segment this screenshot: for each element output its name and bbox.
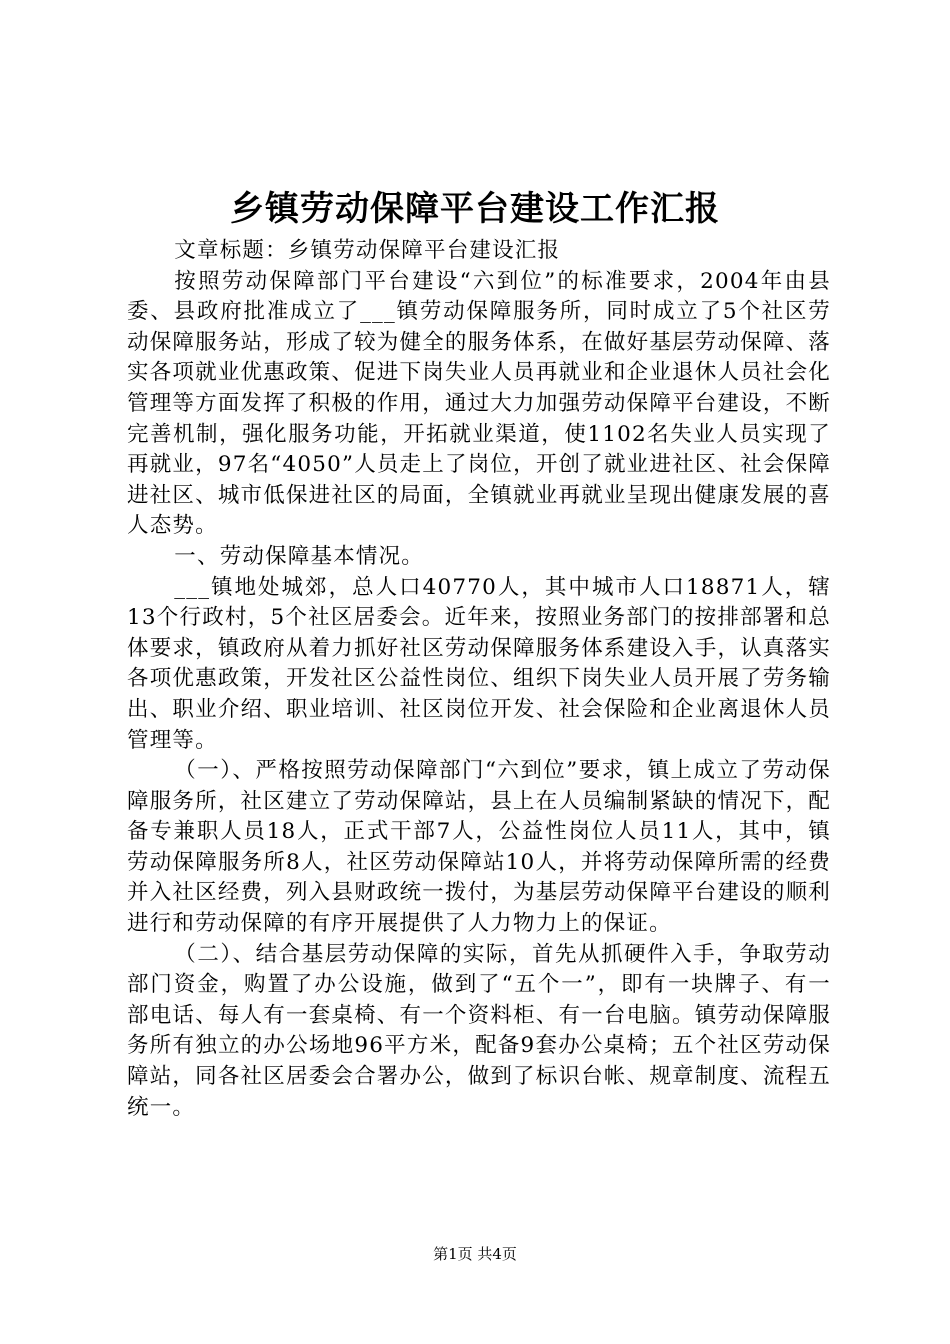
paragraph-basic-info: ___镇地处城郊，总人口40770人，其中城市人口18871人，辖13个行政村，5个社区居委会。近年来，按照业务部门的按排部署和总体要求，镇政府从着力抓好社区劳动保障服务体系建设入手，认真落实各项优惠政策，开发社区公益性岗位、组织下岗失业人员开展了劳务输出、职业介绍、职业培训、社区岗位开发、社会保险和企业离退休人员管理等。 xyxy=(127,574,831,753)
page-number-footer: 第1页 共4页 xyxy=(433,1245,517,1263)
section-heading-1: 一、劳动保障基本情况。 xyxy=(174,543,424,569)
document-title: 乡镇劳动保障平台建设工作汇报 xyxy=(230,189,720,229)
document-body xyxy=(127,236,831,1123)
paragraph-intro: 按照劳动保障部门平台建设“六到位”的标准要求，2004年由县委、县政府批准成立了___镇劳动保障服务所，同时成立了5个社区劳动保障服务站，形成了较为健全的服务体系，在做好基层劳动保障、落实各项就业优惠政策、促进下岗失业人员再就业和企业退休人员社会化管理等方面发挥了积极的作用，通过大力加强劳动保障平台建设，不断完善机制，强化服务功能，开拓就业渠道，使1102名失业人员实现了再就业，97名“4050”人员走上了岗位，开创了就业进社区、社会保障进社区、城市低保进社区的局面，全镇就业再就业呈现出健康发展的喜人态势。 xyxy=(127,268,831,539)
paragraph-item-2: （二）、结合基层劳动保障的实际，首先从抓硬件入手，争取劳动部门资金，购置了办公设施，做到了“五个一”，即有一块牌子、有一部电话、每人有一套桌椅、有一个资料柜、有一台电脑。镇劳动保障服务所有独立的办公场地96平方米，配备9套办公桌椅；五个社区劳动保障站，同各社区居委会合署办公，做到了标识台帐、规章制度、流程五统一。 xyxy=(127,941,831,1120)
article-title-line: 文章标题：乡镇劳动保障平台建设汇报 xyxy=(174,238,561,263)
paragraph-item-1: （一）、严格按照劳动保障部门“六到位”要求，镇上成立了劳动保障服务所，社区建立了劳动保障站，县上在人员编制紧缺的情况下，配备专兼职人员18人，正式干部7人，公益性岗位人员11人，其中，镇劳动保障服务所8人，社区劳动保障站10人，并将劳动保障所需的经费并入社区经费，列入县财政统一拨付，为基层劳动保障平台建设的顺利进行和劳动保障的有序开展提供了人力物力上的保证。 xyxy=(127,758,831,937)
